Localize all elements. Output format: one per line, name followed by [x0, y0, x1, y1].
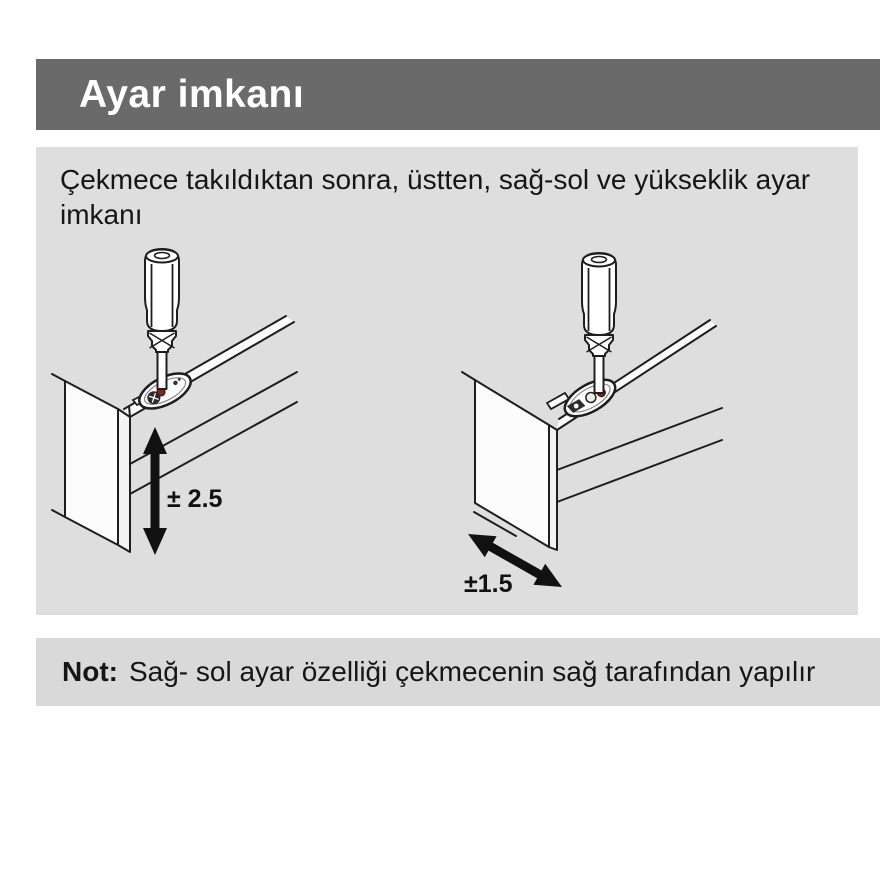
- note-label: Not:: [62, 656, 118, 687]
- instruction-line-2: imkanı: [60, 199, 143, 230]
- side-adjustment-value: ±1.5: [464, 570, 513, 598]
- section-title: Ayar imkanı: [79, 72, 305, 116]
- instruction-line-1: Çekmece takıldıktan sonra, üstten, sağ-sol ve yükseklik ayar: [60, 164, 811, 195]
- height-adjustment-value: ± 2.5: [167, 485, 223, 513]
- drawer-front-panel: [462, 372, 557, 550]
- note-bar: [36, 638, 880, 706]
- section-header-bar: [36, 59, 880, 130]
- figure-side-adjustment: [450, 240, 790, 610]
- note-text: Sağ- sol ayar özelliği çekmecenin sağ tarafından yapılır: [128, 656, 816, 687]
- vertical-double-arrow-icon: [143, 427, 167, 555]
- instruction-text: [60, 162, 810, 232]
- adjustment-cam: [559, 372, 621, 423]
- figure-height-adjustment: [50, 240, 390, 610]
- instruction-panel: [36, 147, 858, 615]
- drawer-front-panel: [52, 374, 130, 552]
